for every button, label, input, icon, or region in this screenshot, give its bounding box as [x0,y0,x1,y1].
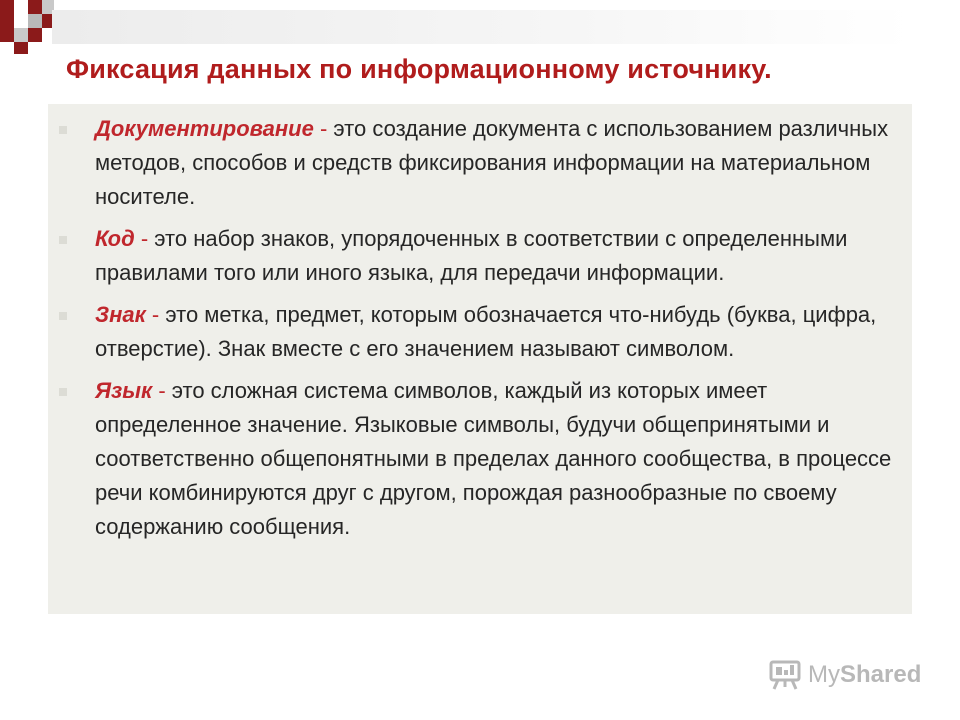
dash: - [145,302,166,327]
deco-square [28,0,42,14]
definition: это набор знаков, упорядоченных в соответствии с определенными правилами того или иного языка, для передачи информации. [95,226,848,285]
deco-square [28,28,42,42]
definition-item [48,222,912,290]
definition: это создание документа с использованием различных методов, способов и средств фиксирования информации на материальном носителе. [95,116,889,209]
deco-square [14,28,28,42]
header-band [52,10,912,44]
brand-prefix: My [808,661,840,688]
myshared-watermark[interactable] [768,657,921,693]
brand-suffix: Shared [840,661,922,688]
term: Код [95,226,135,251]
definition-item [48,374,912,544]
dash: - [134,226,155,251]
deco-square [0,0,14,42]
definition-item [48,298,912,366]
deco-square [14,42,28,54]
bullet-square-icon [59,236,67,244]
dash: - [152,378,172,403]
bullet-square-icon [59,312,67,320]
definition-item [48,112,912,214]
dash: - [313,116,334,141]
term: Язык [95,378,153,403]
term: Документирование [95,116,314,141]
bullet-square-icon [59,388,67,396]
term: Знак [95,302,146,327]
brand-name [808,661,921,689]
slide-title: Фиксация данных по информационному источнику. [66,54,772,84]
deco-square [28,14,42,28]
bullet-square-icon [59,126,67,134]
presentation-board-icon [768,659,802,691]
content-panel [48,104,912,614]
definition-list [48,112,912,552]
deco-square [14,0,28,14]
definition: это метка, предмет, которым обозначается что-нибудь (буква, цифра, отверстие). Знак вместе с его значением называют символом. [95,302,877,361]
definition: это сложная система символов, каждый из которых имеет определенное значение. Языковые символы, будучи общепринятыми и соответственно общепонятными в пределах данного сообщества, в процессе речи комбинируются друг с другом, порождая разнообразные по своему содержанию сообщения. [95,378,892,539]
